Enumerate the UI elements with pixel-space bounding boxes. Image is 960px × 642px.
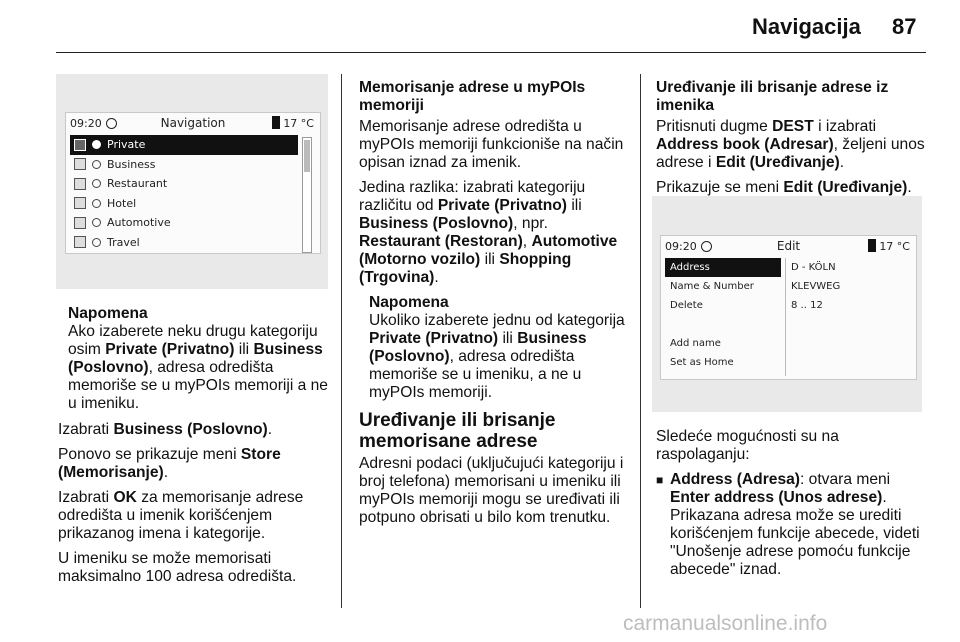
- edit-menu-item[interactable]: Set as Home: [670, 357, 734, 368]
- paragraph: Adresni podaci (uključujući kategoriju i broj telefona) memorisani u imeniku ili myPOIs memoriji mogu se uređivati ili potpuno obrisati u bilo kom trenutku.: [359, 455, 624, 526]
- column-divider: [341, 74, 342, 608]
- category-item[interactable]: Travel: [70, 233, 298, 253]
- category-item[interactable]: Automotive: [70, 213, 298, 233]
- column-divider: [640, 74, 641, 608]
- radio-icon: [92, 218, 101, 227]
- radio-icon: [92, 179, 101, 188]
- address-values: [791, 258, 840, 315]
- category-list: [70, 135, 298, 252]
- paragraph: Izabrati OK za memorisanje adrese odredišta u imenik korišćenjem prikazanog imena i kategorije.: [58, 489, 304, 542]
- edit-menu-item[interactable]: Add name: [670, 338, 721, 349]
- section-heading: Memorisanje adrese u myPOIs memoriji: [359, 79, 586, 114]
- category-item[interactable]: Business: [70, 155, 298, 175]
- battery-icon: [868, 239, 876, 252]
- address-value: KLEVWEG: [791, 281, 841, 292]
- screen-title: Edit: [776, 239, 801, 253]
- radio-icon: [92, 199, 101, 208]
- edit-menu-item[interactable]: Address: [665, 258, 781, 277]
- paragraph: Sledeće mogućnosti su na raspolaganju:: [656, 428, 839, 463]
- paragraph: Jedina razlika: izabrati kategoriju različitu od Private (Privatno) ili Business (Poslovno), npr. Restaurant (Restoran), Automotive (Motorno vozilo) ili Shopping (Trgovina).: [359, 179, 618, 286]
- note-text: Ukoliko izaberete jednu od kategorija Private (Privatno) ili Business (Poslovno), adresa odredišta memoriše se u imeniku, a ne u myPOIs memoriji.: [369, 312, 625, 401]
- radio-icon: [92, 160, 101, 169]
- edit-menu: [665, 258, 781, 372]
- note-box: [369, 294, 629, 402]
- column-1: [58, 305, 330, 593]
- note-title: Napomena: [68, 305, 148, 322]
- edit-screenshot: [660, 235, 917, 380]
- folder-icon: [74, 178, 86, 190]
- page-header-title: Navigacija: [752, 14, 861, 39]
- column-3: [656, 79, 926, 204]
- category-item[interactable]: Hotel: [70, 194, 298, 214]
- section-heading-large: Uređivanje ili brisanje memorisane adrese: [359, 410, 556, 452]
- bullet-text: Address (Adresa): otvara meni Enter address (Unos adrese). Prikazana adresa može se urediti korišćenjem funkcije abecede, videti "Unošenje adrese pomoću funkcije abecede" iznad.: [670, 471, 920, 578]
- temperature: 17 °C: [283, 117, 314, 130]
- note-box: [68, 305, 330, 413]
- address-value: D - KÖLN: [791, 262, 836, 273]
- clock-time: 09:20: [70, 116, 102, 130]
- column-2: [359, 79, 629, 534]
- battery-icon: [272, 116, 280, 129]
- edit-divider: [785, 258, 786, 376]
- header-rule: [56, 52, 926, 53]
- paragraph: Memorisanje adrese odredišta u myPOIs memoriji funkcioniše na način opisan iznad za imenik.: [359, 118, 624, 171]
- paragraph: Prikazuje se meni Edit (Uređivanje).: [656, 179, 912, 196]
- status-bar: [661, 236, 916, 256]
- folder-icon: [74, 158, 86, 170]
- folder-icon: [74, 236, 86, 248]
- bullet-square-icon: ■: [656, 473, 664, 487]
- note-text: Ako izaberete neku drugu kategoriju osim Private (Privatno) ili Business (Poslovno), adresa odredišta memoriše se u myPOIs memoriji a ne u imeniku.: [68, 323, 328, 412]
- edit-menu-item[interactable]: Name & Number: [670, 281, 754, 292]
- category-item[interactable]: Restaurant: [70, 174, 298, 194]
- status-bar: [66, 113, 320, 133]
- folder-icon: [74, 197, 86, 209]
- scrollbar[interactable]: [302, 137, 312, 253]
- clock-time: 09:20: [665, 239, 697, 253]
- section-heading: Uređivanje ili brisanje adrese iz imenika: [656, 79, 889, 114]
- bullet-item: [656, 471, 926, 579]
- paragraph: U imeniku se može memorisati maksimalno 100 adresa odredišta.: [58, 550, 297, 585]
- scrollbar-thumb[interactable]: [304, 140, 310, 172]
- column-3-lower: [656, 428, 926, 585]
- category-item[interactable]: Private: [70, 135, 298, 155]
- navigation-screenshot: [65, 112, 321, 254]
- page-number: 87: [892, 14, 917, 39]
- note-title: Napomena: [369, 294, 449, 311]
- edit-menu-spacer: [665, 315, 781, 334]
- address-value: 8 .. 12: [791, 300, 823, 311]
- edit-menu-item[interactable]: Delete: [670, 300, 703, 311]
- paragraph: Izabrati Business (Poslovno).: [58, 421, 273, 438]
- watermark: carmanualsonline.info: [623, 612, 828, 635]
- temperature: 17 °C: [879, 240, 910, 253]
- paragraph: Ponovo se prikazuje meni Store (Memorisanje).: [58, 446, 281, 481]
- folder-icon: [74, 139, 86, 151]
- paragraph: Pritisnuti dugme DEST i izabrati Address book (Adresar), željeni unos adrese i Edit (Uređivanje).: [656, 118, 925, 171]
- folder-icon: [74, 217, 86, 229]
- screen-title: Navigation: [160, 116, 226, 130]
- radio-icon: [92, 140, 101, 149]
- radio-icon: [92, 238, 101, 247]
